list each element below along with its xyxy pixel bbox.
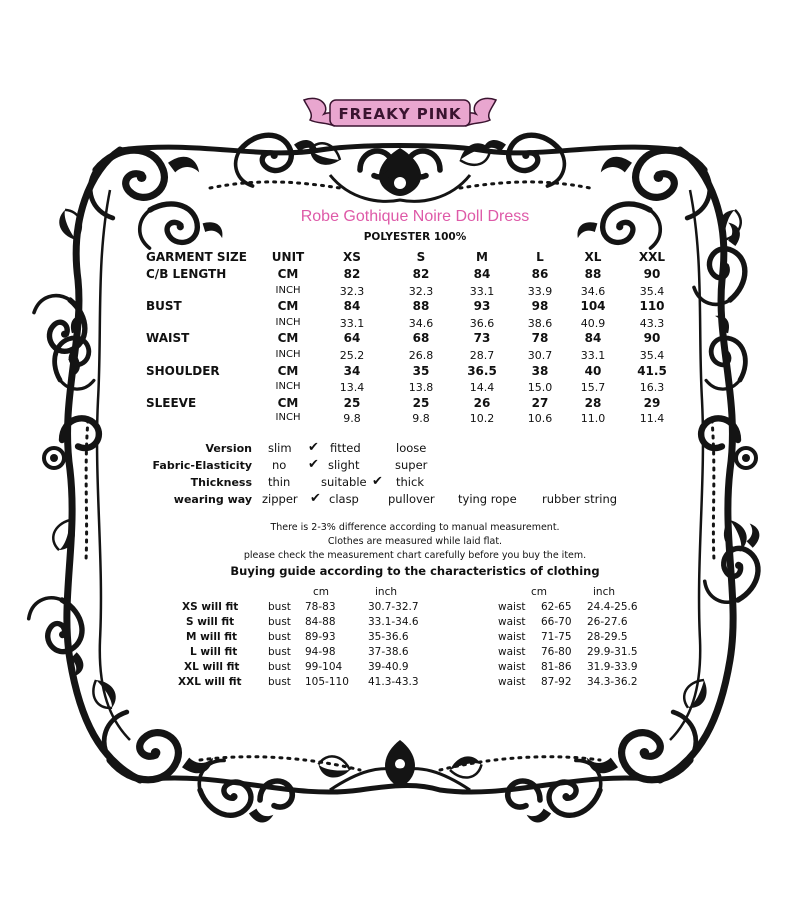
- cell-inch: 34.6: [580, 285, 606, 298]
- guide-bust-label: bust: [268, 601, 291, 613]
- cell-cm: 84: [584, 331, 602, 345]
- row-label: SHOULDER: [146, 364, 220, 378]
- option-clasp: clasp: [329, 492, 359, 506]
- cell-inch: 10.2: [469, 412, 495, 425]
- cell-cm: 25: [412, 396, 430, 410]
- cell-cm: 36.5: [467, 364, 497, 378]
- guide-header-cm: cm: [313, 586, 330, 598]
- cell-inch: 43.3: [639, 317, 665, 330]
- guide-waist-label: waist: [498, 631, 526, 643]
- guide-size: L will fit: [190, 646, 238, 658]
- cell-cm: 84: [473, 267, 491, 281]
- guide-bust-cm: 105-110: [305, 676, 349, 688]
- cell-inch: 16.3: [639, 381, 665, 394]
- cell-cm: 41.5: [637, 364, 667, 378]
- material-label: POLYESTER 100%: [363, 231, 467, 243]
- guide-waist-label: waist: [498, 661, 526, 673]
- guide-waist-inch: 26-27.6: [587, 616, 628, 628]
- guide-bust-inch: 35-36.6: [368, 631, 409, 643]
- guide-bust-cm: 94-98: [305, 646, 336, 658]
- guide-bust-label: bust: [268, 676, 291, 688]
- unit-inch: INCH: [275, 317, 301, 328]
- cell-inch: 30.7: [527, 349, 553, 362]
- guide-waist-cm: 76-80: [541, 646, 572, 658]
- guide-waist-label: waist: [498, 676, 526, 688]
- cell-inch: 9.8: [412, 412, 430, 425]
- cell-inch: 33.1: [580, 349, 606, 362]
- cell-cm: 29: [643, 396, 661, 410]
- header-size: M: [476, 250, 488, 264]
- unit-inch: INCH: [275, 381, 301, 392]
- guide-waist-label: waist: [498, 616, 526, 628]
- guide-waist-cm: 66-70: [541, 616, 572, 628]
- guide-header-inch: inch: [593, 586, 615, 598]
- option-super: super: [395, 458, 428, 472]
- cell-cm: 38: [531, 364, 549, 378]
- guide-bust-inch: 39-40.9: [368, 661, 409, 673]
- cell-cm: 82: [412, 267, 430, 281]
- cell-inch: 33.9: [527, 285, 553, 298]
- unit-inch: INCH: [275, 412, 301, 423]
- check-icon: ✔: [308, 440, 319, 455]
- cell-inch: 38.6: [527, 317, 553, 330]
- cell-cm: 27: [531, 396, 549, 410]
- cell-inch: 33.1: [339, 317, 365, 330]
- header-unit: UNIT: [271, 250, 305, 264]
- row-label: C/B LENGTH: [146, 267, 227, 281]
- row-label: WAIST: [146, 331, 190, 345]
- page-title: Robe Gothique Noire Doll Dress: [300, 208, 530, 225]
- guide-bust-cm: 84-88: [305, 616, 336, 628]
- cell-inch: 34.6: [408, 317, 434, 330]
- guide-bust-inch: 37-38.6: [368, 646, 409, 658]
- cell-inch: 9.8: [343, 412, 361, 425]
- cell-inch: 11.4: [639, 412, 665, 425]
- header-size: XXL: [638, 250, 666, 264]
- cell-cm: 64: [343, 331, 361, 345]
- note-check-chart: please check the measurement chart carefully before you buy the item.: [243, 550, 587, 561]
- guide-size: S will fit: [186, 616, 235, 628]
- guide-size: XS will fit: [182, 601, 239, 613]
- unit-cm: CM: [277, 299, 299, 313]
- guide-size: XL will fit: [184, 661, 240, 673]
- note-laid-flat: Clothes are measured while laid flat.: [327, 536, 503, 547]
- cell-cm: 26: [473, 396, 491, 410]
- attr-label-thickness: Thickness: [190, 476, 252, 489]
- guide-waist-cm: 62-65: [541, 601, 572, 613]
- guide-waist-inch: 24.4-25.6: [587, 601, 638, 613]
- guide-bust-cm: 99-104: [305, 661, 343, 673]
- cell-inch: 40.9: [580, 317, 606, 330]
- guide-waist-cm: 81-86: [541, 661, 572, 673]
- guide-bust-inch: 41.3-43.3: [368, 676, 419, 688]
- unit-cm: CM: [277, 364, 299, 378]
- header-size: XL: [584, 250, 602, 264]
- guide-waist-label: waist: [498, 601, 526, 613]
- option-loose: loose: [396, 441, 427, 455]
- size-chart-content: [130, 205, 700, 705]
- row-label: SLEEVE: [146, 396, 197, 410]
- cell-cm: 88: [584, 267, 602, 281]
- cell-inch: 35.4: [639, 349, 665, 362]
- header-size: L: [536, 250, 544, 264]
- cell-inch: 33.1: [469, 285, 495, 298]
- guide-waist-inch: 29.9-31.5: [587, 646, 638, 658]
- cell-cm: 104: [580, 299, 606, 313]
- cell-cm: 40: [584, 364, 602, 378]
- header-size: XS: [343, 250, 361, 264]
- unit-inch: INCH: [275, 349, 301, 360]
- option-tying-rope: tying rope: [458, 492, 517, 506]
- cell-cm: 78: [531, 331, 549, 345]
- cell-cm: 28: [584, 396, 602, 410]
- unit-cm: CM: [277, 267, 299, 281]
- header-size: S: [416, 250, 426, 264]
- guide-bust-label: bust: [268, 631, 291, 643]
- guide-waist-cm: 87-92: [541, 676, 572, 688]
- option-fitted: fitted: [330, 441, 361, 455]
- guide-size: XXL will fit: [178, 676, 242, 688]
- unit-cm: CM: [277, 396, 299, 410]
- guide-bust-label: bust: [268, 616, 291, 628]
- row-label: BUST: [146, 299, 182, 313]
- guide-waist-cm: 71-75: [541, 631, 572, 643]
- attr-label-version: Version: [205, 442, 252, 455]
- cell-cm: 84: [343, 299, 361, 313]
- guide-bust-cm: 78-83: [305, 601, 336, 613]
- guide-header-inch: inch: [375, 586, 397, 598]
- cell-cm: 98: [531, 299, 549, 313]
- option-zipper: zipper: [262, 492, 298, 506]
- check-icon: ✔: [372, 474, 383, 489]
- cell-cm: 86: [531, 267, 549, 281]
- option-rubber-string: rubber string: [542, 492, 618, 506]
- cell-cm: 93: [473, 299, 491, 313]
- attr-label-elasticity: Fabric-Elasticity: [152, 459, 252, 472]
- cell-cm: 90: [643, 267, 661, 281]
- cell-cm: 35: [412, 364, 430, 378]
- brand-logo: [300, 92, 500, 134]
- guide-bust-inch: 33.1-34.6: [368, 616, 419, 628]
- cell-cm: 110: [639, 299, 665, 313]
- guide-bust-label: bust: [268, 661, 291, 673]
- guide-bust-cm: 89-93: [305, 631, 336, 643]
- check-icon: ✔: [308, 457, 319, 472]
- note-measurement-difference: There is 2-3% difference according to manual measurement.: [270, 522, 560, 533]
- guide-bust-inch: 30.7-32.7: [368, 601, 419, 613]
- cell-inch: 13.8: [408, 381, 434, 394]
- cell-cm: 90: [643, 331, 661, 345]
- cell-inch: 32.3: [408, 285, 434, 298]
- cell-inch: 26.8: [408, 349, 434, 362]
- cell-inch: 10.6: [527, 412, 553, 425]
- option-slight: slight: [328, 458, 360, 472]
- option-thin: thin: [268, 475, 291, 489]
- cell-cm: 34: [343, 364, 361, 378]
- check-icon: ✔: [310, 491, 321, 506]
- cell-cm: 25: [343, 396, 361, 410]
- attr-label-wearing-way: wearing way: [173, 493, 252, 506]
- option-thick: thick: [396, 475, 424, 489]
- header-garment-size: GARMENT SIZE: [146, 250, 247, 264]
- option-pullover: pullover: [388, 492, 435, 506]
- cell-cm: 88: [412, 299, 430, 313]
- option-no: no: [272, 458, 287, 472]
- cell-inch: 11.0: [580, 412, 606, 425]
- cell-cm: 73: [473, 331, 491, 345]
- guide-size: M will fit: [186, 631, 238, 643]
- guide-waist-label: waist: [498, 646, 526, 658]
- option-suitable: suitable: [321, 475, 367, 489]
- unit-cm: CM: [277, 331, 299, 345]
- cell-inch: 36.6: [469, 317, 495, 330]
- guide-waist-inch: 34.3-36.2: [587, 676, 638, 688]
- cell-inch: 13.4: [339, 381, 365, 394]
- cell-inch: 32.3: [339, 285, 365, 298]
- cell-inch: 25.2: [339, 349, 365, 362]
- guide-header-cm: cm: [531, 586, 548, 598]
- cell-inch: 28.7: [469, 349, 495, 362]
- cell-cm: 82: [343, 267, 361, 281]
- cell-inch: 15.0: [527, 381, 553, 394]
- unit-inch: INCH: [275, 285, 301, 296]
- brand-name: FREAKY PINK: [338, 105, 462, 123]
- guide-waist-inch: 28-29.5: [587, 631, 628, 643]
- cell-cm: 68: [412, 331, 430, 345]
- cell-inch: 15.7: [580, 381, 606, 394]
- cell-inch: 14.4: [469, 381, 495, 394]
- guide-bust-label: bust: [268, 646, 291, 658]
- buying-guide-heading: Buying guide according to the characteristics of clothing: [230, 564, 600, 578]
- option-slim: slim: [268, 441, 292, 455]
- guide-waist-inch: 31.9-33.9: [587, 661, 638, 673]
- cell-inch: 35.4: [639, 285, 665, 298]
